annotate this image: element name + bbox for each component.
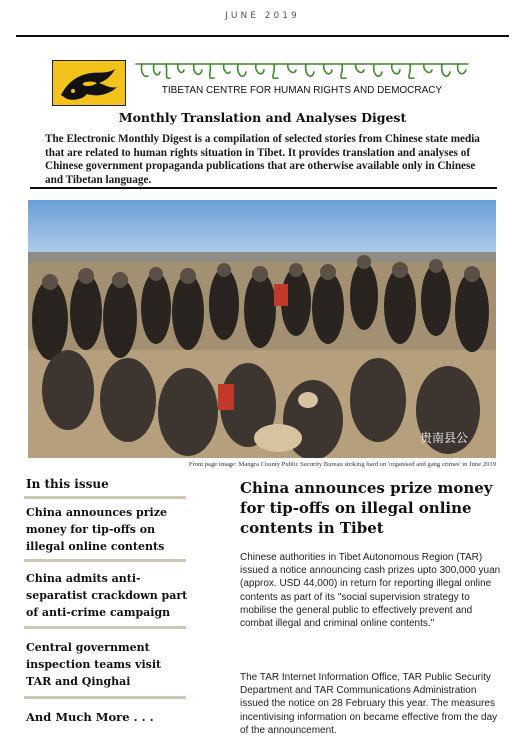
photo-watermark: 贵南县公 <box>420 431 469 445</box>
sidebar-rule <box>24 559 186 562</box>
sidebar-rule <box>24 496 186 499</box>
sidebar-item-anti-separatist[interactable]: China admits anti-separatist crackdown part of anti-crime campaign <box>26 572 188 619</box>
photo-caption: Front page image: Mangra County Public Security Bureau striking hard on 'organised and gang crimes' in June 2019 <box>188 461 496 468</box>
header-rule <box>30 187 497 189</box>
sidebar-item-prize-money[interactable]: China announces prize money for tip-offs on illegal online contents <box>26 506 167 553</box>
sidebar-rule <box>24 696 186 699</box>
logo <box>52 60 126 106</box>
tibetan-script-icon <box>132 58 472 88</box>
article-paragraph: Chinese authorities in Tibet Autonomous Region (TAR) issued a notice announcing cash prizes upto 300,000 yuan (approx. USD 44,000) in return for reporting illegal online contents as part of its "social supervision strategy to mobilise the general public to effectively prevent and combat illegal and criminal online contents." <box>240 552 501 630</box>
crowd-photo-icon <box>28 200 496 458</box>
and-much-more: And Much More . . . <box>26 710 154 724</box>
intro-paragraph: The Electronic Monthly Digest is a compilation of selected stories from Chinese state media that are related to human rights situation in Tibet. It provides translation and analyses of Chinese government propaganda publications that are otherwise available only in Chinese and Tibetan language. <box>45 133 480 186</box>
front-page-photo <box>28 200 496 458</box>
sidebar-rule <box>24 626 186 629</box>
top-rule <box>16 35 509 37</box>
article-paragraph: The TAR Internet Information Office, TAR Public Security Department and TAR Communications Administration issued the notice on 28 February this year. The measures incentivising information on became effective from the day of the announcement. <box>240 672 498 736</box>
issue-date: JUNE 2019 <box>225 11 300 21</box>
digest-title: Monthly Translation and Analyses Digest <box>118 110 407 125</box>
sidebar-heading: In this issue <box>26 477 109 491</box>
sidebar-item-inspection-teams[interactable]: Central government inspection teams visit TAR and Qinghai <box>26 641 162 688</box>
org-name: TIBETAN CENTRE FOR HUMAN RIGHTS AND DEMOCRACY <box>161 85 443 96</box>
dove-logo-icon <box>53 61 125 105</box>
org-name-tibetan <box>132 58 472 88</box>
article-title: China announces prize money for tip-offs on illegal online contents in Tibet <box>240 479 493 537</box>
